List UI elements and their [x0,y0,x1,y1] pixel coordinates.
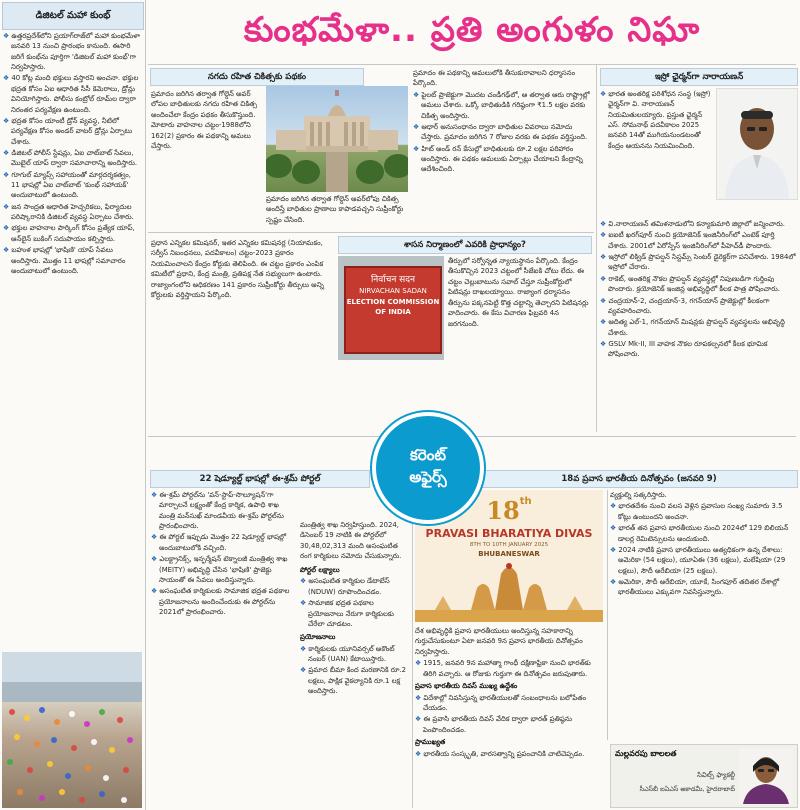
isro-bullet: ❖ వి.నారాయణన్ తమిళనాడులోని కన్యాకుమారి జిల్లాలో జన్మించారు. [600,219,796,229]
divider [148,64,796,65]
left-col-heading-text: డిజిటల్ మహా కుంభ్ [35,9,111,21]
isro-bullet: ❖ ఆదిత్య ఎల్-1, గగన్‌యాన్ మిషన్లకు ప్రొపల్షన్ వ్యవస్థలను అభివృద్ధి చేశారు. [600,317,796,338]
author-box [610,744,798,808]
author-photo [739,748,793,804]
election-col2-text: తీర్పులో సర్వోన్నత న్యాయస్థానం పేర్కొంది. కేంద్రం తీసుకొచ్చిన 2023 చట్టంలో సీజేఐకి చోటు లేదు. ఈ చట్టం చెల్లుబాటును సవాల్ చేస్తూ సుప్రీంకోర్టులో పిటిషన్లు దాఖలయ్యాయి. రాజ్యాంగ ధర్మాసనం తీర్పును పక్కనపెట్టి కొత్త చట్టాన్ని తెచ్చారని పిటిషనర్లు వాదించారు. ఈ కేసు విచారణ ఫిబ్రవరి 4న జరగనుంది. [448,257,589,328]
isro-bullet: ❖ చంద్రయాన్-2, చంద్రయాన్-3, గగన్‌యాన్ ప్రాజెక్టుల్లో కీలకంగా వ్యవహరించారు. [600,296,796,317]
left-para: ❖ జన సాంద్రత ఆధారిత హెచ్చరికలు, ఫిర్యాదుల పరిష్కారానికి డిజిటల్ వ్యవస్థ ఏర్పాటు చేశారు. [3,202,141,223]
pbd-col2-para: వ్యక్తుల్ని సత్కరిస్తారు. [610,491,667,499]
left-para: ❖ 40 కోట్ల మంది భక్తులు వస్తారని అంచనా. భక్తుల భద్రత కోసం ఏఐ ఆధారిత సీసీ కెమెరాలు, డ్రోన్లు వినియోగిస్తారు. పోలీసు కంట్రోల్ రూమ్‌ల ద్వారా నిరంతర పర్యవేక్షణ ఉంటుంది. [3,73,141,114]
supreme-court-illustration [266,86,408,192]
pbd-col2-para: ❖ భారత్ తన ప్రవాస భారతీయుల నుంచి 2024లో 129 బిలియన్ డాలర్ల రెమిటెన్సులను అందుకుంది. [610,523,796,544]
supreme-court-image [266,86,408,192]
left-col-heading [2,2,144,30]
health-col1 [151,89,263,224]
eshram-col2-para: ❖ సామాజిక భద్రత పథకాల ప్రయోజనాలు నేరుగా కార్మికులకు చేరేలా చూడటం. [300,598,410,629]
isro-top-para: ❖ భారత అంతరిక్ష పరిశోధన సంస్థ (ఇస్రో) ఛైర్మన్‌గా వి. నారాయణన్ నియమితులయ్యారు. ప్రస్తుత ఛైర్మన్ ఎస్. సోమనాథ్ పదవీకాలం 2025 జనవరి 14తో ముగియనుండటంతో కేంద్రం ఆయనను నియమించింది. [600,89,714,151]
pbd-poster-city: BHUBANESWAR [478,550,540,558]
badge-line1: కరెంట్ [410,446,446,464]
isro-section-title-text: ఇస్రో ఛైర్మన్‌గా నారాయణన్ [654,72,744,82]
pbd-poster-num: 18 [486,496,520,525]
eshram-col1-para: ❖ ఎలక్ట్రానిక్స్, ఇన్ఫర్మేషన్ టెక్నాలజీ మంత్రిత్వ శాఖ (MEITY) అభివృద్ధి చేసిన 'భాషిణి' ప్రాజెక్టు సాయంతో ఈ సేవలు అందిస్తున్నారు. [151,554,295,585]
pbd-col2-para: ❖ 2024 నాటికి ప్రవాస భారతీయులు అత్యధికంగా ఉన్న దేశాలు: అమెరికా (54 లక్షలు), యూఏఈ (36 లక్షలు), మలేషియా (29 లక్షలు), సౌదీ అరేబియా (25 లక్షలు). [610,545,796,576]
eshram-section-title-text: 22 షెడ్యూల్డ్ భాషల్లో ఈ-శ్రమ్ పోర్టల్ [199,474,321,484]
isro-bullet: ❖ ఐఐటీ ఖరగ్‌పూర్ నుంచి క్రయోజెనిక్ ఇంజినీరింగ్‌లో ఎంటెక్ పూర్తి చేశారు. 2001లో ఏరోస్పేస్ ఇంజినీరింగ్‌లో పీహెచ్‌డీ పొందారు. [600,230,796,251]
eshram-subheading: పోర్టల్ లక్ష్యాలు [300,565,340,574]
column-divider [607,490,608,740]
eshram-col1 [151,490,295,808]
health-col3 [413,68,593,228]
badge-line2: అఫైర్స్ [409,468,447,486]
left-para: ❖ భక్తుల వాహనాల పార్కింగ్ కోసం ప్రత్యేక యాప్, ఆన్‌లైన్ బుకింగ్ సదుపాయం కల్పిస్తారు. [3,223,141,244]
pbd-col1 [415,626,605,808]
pbd-col1-para: దేశ అభివృద్ధికి ప్రవాస భారతీయులు అందిస్తున్న సహకారాన్ని గుర్తుచేసుకుంటూ ఏటా జనవరి 9న ప్రవాస భారతీయ దినోత్సవం నిర్వహిస్తారు. [415,627,583,656]
ec-sign-line2: ELECTION COMMISSION [346,298,440,306]
column-divider [412,520,413,808]
crowd-illustration [2,652,142,808]
eshram-col1-para: ❖ అసంఘటిత కార్మికులకు సామాజిక భద్రత పథకాల ప్రయోజనాలను అందించేందుకు ఈ పోర్టల్‌ను 2021లో ప్రారంభించారు. [151,586,295,617]
pbd-section-title [480,470,798,488]
pbd-col2 [610,490,796,740]
election-col2 [448,256,592,434]
election-section-title-text: శాసన నిర్మాణంలో ఎవరికి ప్రాధాన్యం? [404,240,526,250]
health-col3-para: ❖ హిట్ అండ్ రన్ కేసుల్లో బాధితులకు రూ.2 లక్షల పరిహారం అందిస్తారు. ఈ పథకం అమలుకు ఏర్పాట్లు చేయాలని కేంద్రాన్ని ఆదేశించింది. [413,144,593,175]
ec-sign-line3: OF INDIA [375,308,411,316]
pbd-subheading: ప్రాముఖ్యత [415,738,446,747]
ec-sign-hindi: निर्वाचन सदन [370,275,416,285]
eshram-col1-para: ❖ ఈ పోర్టల్ ఇప్పుడు మొత్తం 22 షెడ్యూల్డ్ భాషల్లో అందుబాటులోకి వచ్చింది. [151,532,295,553]
masthead-title: కుంభమేళా.. ప్రతి అంగుళం నిఘా [243,10,701,50]
eshram-col2 [300,520,410,808]
pbd-poster-title: PRAVASI BHARATIYA DIVAS [425,527,593,540]
health-col2 [266,194,408,226]
isro-bullets [600,219,796,431]
pbd-col1-para: ❖ ఈ ప్రవాసి భారతీయ దివస్ వేదిక ద్వారా భారత్ ప్రతిష్ఠను పెంపొందించడం. [415,714,605,735]
ec-sign-line1: NIRVACHAN SADAN [359,287,427,295]
eshram-col2-para: మంత్రిత్వ శాఖ నిర్వహిస్తుంది. 2024, డిసెంబర్ 19 నాటికి ఈ పోర్టల్‌లో 30,48,02,313 మంది అసంఘటిత రంగ కార్మికులు నమోదు చేసుకున్నారు. [300,521,402,561]
health-col3-para: ❖ పైలట్ ప్రాజెక్టుగా మొదట చండీగఢ్‌లో, ఆ తర్వాత ఆరు రాష్ట్రాల్లో అమలు చేశారు. ఒక్కో బాధితుడికి గరిష్ఠంగా ₹1.5 లక్షల వరకు చికిత్స అందిస్తారు. [413,90,593,121]
eshram-section-title [150,470,370,488]
eshram-col1-para: ❖ ఈ-శ్రమ్ పోర్టల్‌ను 'వన్-స్టాప్-సొల్యూషన్'గా మార్చాలనే లక్ష్యంతో కేంద్ర కార్మిక, ఉపాధి శాఖ మంత్రి మన్‌సుఖ్ మాండవీయ ఈ-శ్రమ్ పోర్టల్‌ను ప్రారంభించారు. [151,490,295,531]
pbd-poster-dates: 8TH TO 10TH JANUARY 2025 [469,542,549,548]
left-para: ❖ డిజిటల్ పోలీస్ స్టేషన్లు, ఏఐ చాట్‌బాట్ సేవలు, మొబైల్ యాప్ ద్వారా సమాచారాన్ని అందిస్తారు. [3,148,141,169]
portrait-illustration [717,89,797,199]
pbd-section-title-text: 18వ ప్రవాస భారతీయ దినోత్సవం (జనవరి 9) [561,474,717,484]
eshram-col2-para: ❖ కార్మికులకు యూనివర్సల్ అకౌంట్ నంబర్ (UAN) కేటాయిస్తారు. [300,644,410,665]
left-para: ❖ ఉత్తరప్రదేశ్‌లోని ప్రయాగ్‌రాజ్‌లో మహా కుంభమేళా జనవరి 13 నుంచి ప్రారంభం కానుంది. ఈసారి జరిగే కుంభ్‌ను పూర్తిగా 'డిజిటల్ మహా కుంభ్'గా నిర్వహిస్తారు. [3,31,141,72]
health-col2-text: ప్రమాదం జరిగిన తర్వాత గోల్డెన్ అవర్‌లోపు చికిత్స అందిస్తే బాధితుల ప్రాణాలు కాపాడవచ్చని సుప్రీంకోర్టు స్పష్టం చేసింది. [266,195,404,224]
temple-illustration [415,560,603,622]
isro-bullet: ❖ ఇస్రోలో లిక్విడ్ ప్రొపల్షన్ సిస్టమ్స్ సెంటర్ డైరెక్టర్‌గా పనిచేశారు. 1984లో ఇస్రోలో చేరారు. [600,252,796,273]
pbd-col1-para: ❖ విదేశాల్లో నివసిస్తున్న భారతీయులతో సంబంధాలను బలోపేతం చేయడం. [415,693,605,714]
pbd-col1-para: ❖ 1915, జనవరి 9న మహాత్మా గాంధీ దక్షిణాఫ్రికా నుంచి భారత్‌కు తిరిగి వచ్చారు. ఆ రోజుకు గుర్తుగా ఈ దినోత్సవం జరుపుతారు. [415,658,605,679]
author-avatar [739,748,793,804]
divider [148,232,594,233]
isro-bullet: ❖ రాకెట్, అంతరిక్ష నౌకల ప్రొపల్షన్ వ్యవస్థల్లో నిపుణుడిగా గుర్తింపు పొందారు. క్రయోజెనిక్ ఇంజిన్ల అభివృద్ధిలో కీలక పాత్ర పోషించారు. [600,274,796,295]
health-section-title [150,68,364,86]
isro-top [600,89,714,217]
left-col-body [3,31,141,643]
pbd-col2-para: ❖ భారతదేశం నుంచి వలస వెళ్లిన ప్రవాసుల సంఖ్య సుమారు 3.5 కోట్లు ఉంటుందని అంచనా. [610,501,796,522]
election-section-title [338,236,592,254]
left-para: ❖ బహుళ భాషల్లో 'భాషిణి' యాప్ సేవలు అందిస్తారు. మొత్తం 11 భాషల్లో సమాచారం అందుబాటులో ఉంటుంది. [3,245,141,276]
masthead [148,4,796,64]
eshram-subheading: ప్రయోజనాలు [300,633,336,642]
election-col1-text: ప్రధాన ఎన్నికల కమిషనర్, ఇతర ఎన్నికల కమిషనర్ల (నియామకం, సర్వీస్ నిబంధనలు, పదవీకాలం) చట్టం-2023 ప్రకారం నియమించాలని కేంద్రం కోర్టుకు తెలిపింది. ఈ చట్టం ప్రకారం ఎంపిక కమిటీలో ప్రధాని, కేంద్ర మంత్రి, ప్రతిపక్ష నేత సభ్యులుగా ఉంటారు. రాజ్యాంగంలోని అధికరణం 141 ప్రకారం సుప్రీంకోర్టు తీర్పులు అన్ని కోర్టులకు వర్తిస్తాయని పేర్కొంది. [151,239,324,300]
narayanan-portrait [716,88,798,200]
author-role: సివిల్స్ ఫ్యాకల్టీ [697,771,735,779]
left-para: ❖ గూగుల్ మ్యాప్స్ సహాయంతో మార్గదర్శకత్వం, 11 భాషల్లో ఏఐ చాట్‌బాట్ 'కుంభ్ సహాయక్' అందుబాటులో ఉంటుంది. [3,170,141,201]
author-org: సీఎస్‌బీ ఐఏఎస్ అకాడమీ, హైదరాబాద్ [639,785,735,793]
kumbh-crowd-image [2,652,142,808]
eshram-col2-para: ❖ అసంఘటిత కార్మికుల డేటాబేస్ (NDUW) రూపొందించడం. [300,576,410,597]
isro-bullet: ❖ GSLV Mk-II, III వాహక నౌకల రూపకల్పనలో కీలక భూమిక పోషించారు. [600,339,796,360]
pbd-poster-th: th [519,496,532,507]
eshram-col2-para: ❖ ప్రమాద బీమా కింద మరణానికి రూ.2 లక్షలు, పాక్షిక వైకల్యానికి రూ.1 లక్ష అందిస్తారు. [300,665,410,696]
column-divider [145,0,146,810]
author-name: మల్లవరపు బాలలత [615,749,677,758]
health-col1-text: ప్రమాదం జరిగిన తర్వాత గోల్డెన్ అవర్ లోపల బాధితులకు నగదు రహిత చికిత్స అందించేలా కేంద్రం పథకం తీసుకొస్తుంది. మోటారు వాహనాల చట్టం-1988లోని 162(2) ప్రకారం ఈ పథకాన్ని అమలు చేస్తారు. [151,90,258,151]
pbd-col2-para: ❖ అమెరికా, సౌదీ అరేబియా, యూకే, సింగపూర్ తదితర దేశాల్లో భారతీయులు ఎక్కువగా నివసిస్తున్నారు. [610,577,796,598]
isro-section-title [600,68,798,86]
health-section-title-text: నగదు రహిత చికిత్సకు పథకం [207,72,307,82]
pbd-col1-para: ❖ భారతీయ సంస్కృతి, వారసత్వాన్ని ప్రపంచానికి చాటిచెప్పడం. [415,749,605,759]
pbd-subheading: ప్రవాస భారతీయ దివస్ ముఖ్య ఉద్దేశం [415,682,518,691]
health-col3-para: ❖ ఆధార్ అనుసంధానం ద్వారా బాధితుల వివరాలు నమోదు చేస్తారు. ప్రమాదం జరిగిన 7 రోజుల వరకు ఈ పథకం వర్తిస్తుంది. [413,122,593,143]
left-para: ❖ భద్రత కోసం యాంటీ డ్రోన్ వ్యవస్థ, నీటిలో పర్యవేక్షణ కోసం అండర్ వాటర్ డ్రోన్లు ఏర్పాటు చేశారు. [3,116,141,147]
column-divider [596,64,597,432]
election-col1 [151,238,333,434]
ec-sign-board [344,266,442,354]
election-commission-image [338,256,444,360]
current-affairs-badge [372,412,484,524]
health-col3-para: ప్రమాదం ఈ పథకాన్ని అమలులోకి తీసుకురావాలని ధర్మాసనం పేర్కొంది. [413,69,576,88]
